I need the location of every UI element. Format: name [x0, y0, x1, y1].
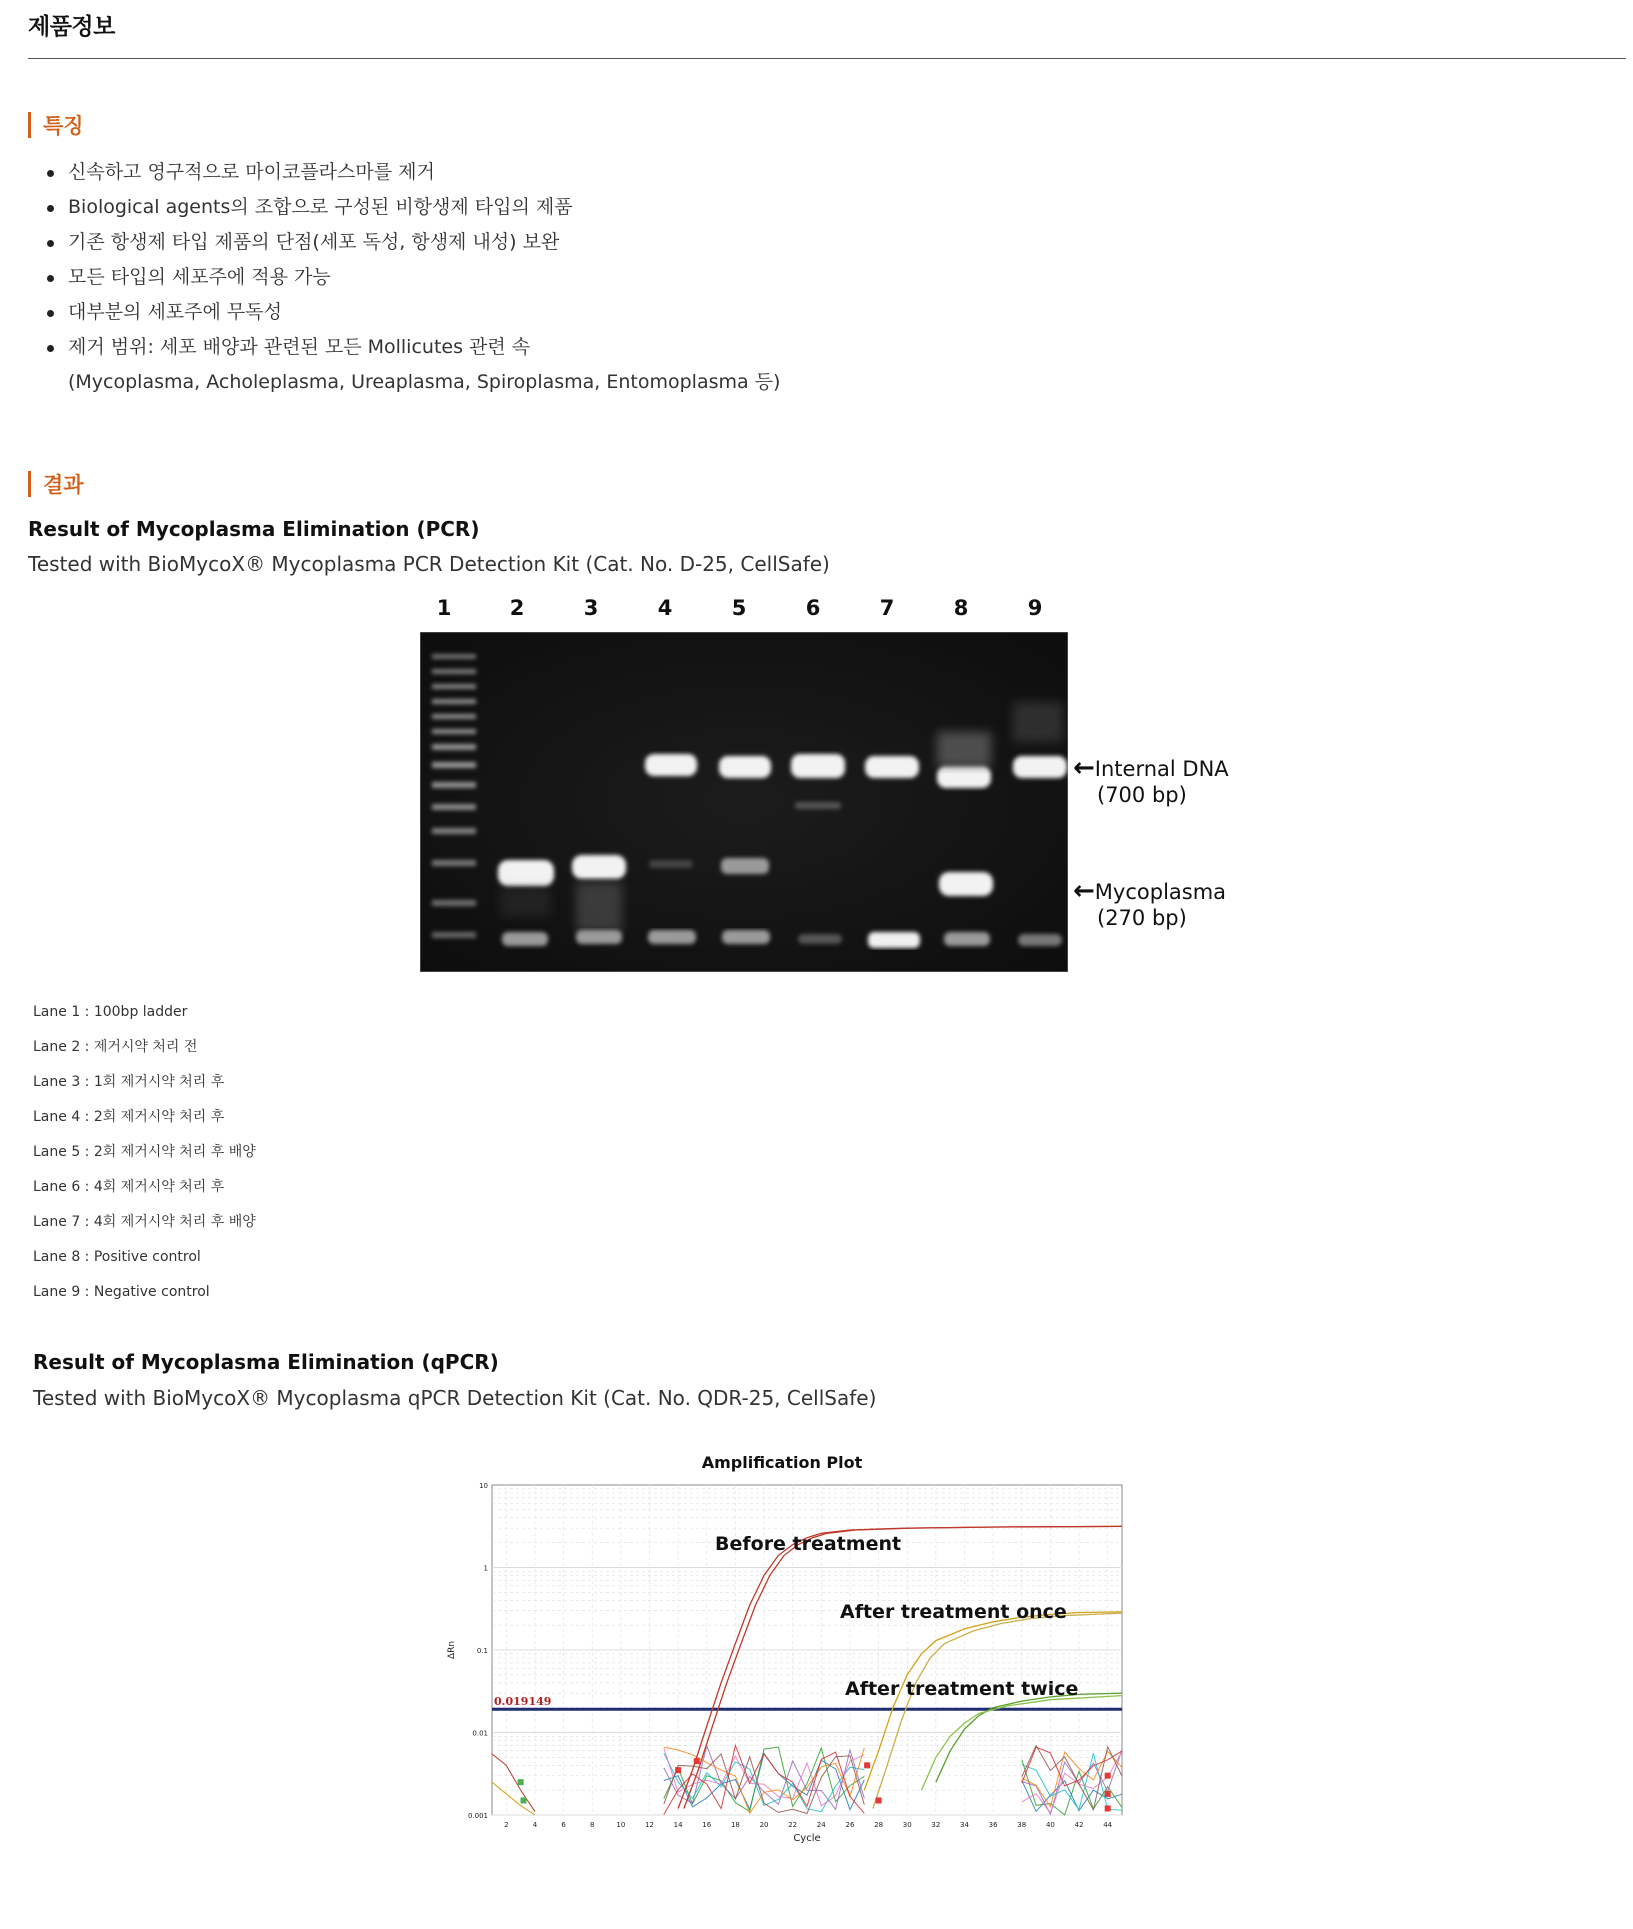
x-tick-label: 14: [673, 1821, 683, 1829]
lane-number: 4: [657, 596, 673, 620]
lane-legend-item: Lane 4 : 2회 제거시약 처리 후: [33, 1109, 225, 1125]
ct-marker: [694, 1758, 700, 1764]
feature-continuation: (Mycoplasma, Acholeplasma, Ureaplasma, Spiroplasma, Entomoplasma 등): [68, 371, 781, 393]
lane-legend-item: Lane 9 : Negative control: [33, 1284, 210, 1300]
ct-marker: [675, 1767, 681, 1773]
bullet-icon: [47, 310, 54, 317]
curve-annotation: After treatment once: [840, 1601, 1067, 1623]
lane-number: 7: [879, 596, 895, 620]
x-tick-label: 6: [561, 1821, 566, 1829]
qpcr-result-title: Result of Mycoplasma Elimination (qPCR): [33, 1350, 499, 1374]
ct-marker: [1105, 1805, 1111, 1811]
x-tick-label: 18: [730, 1821, 740, 1829]
y-tick-label: 0.01: [472, 1729, 488, 1738]
amplification-plot: [440, 1440, 1180, 1860]
ct-marker: [1105, 1791, 1111, 1797]
feature-text: 대부분의 세포주에 무독성: [68, 301, 282, 323]
ct-marker: [876, 1797, 882, 1803]
feature-text: 신속하고 영구적으로 마이코플라스마를 제거: [68, 161, 435, 183]
amplification-plot-svg: [440, 1440, 1180, 1860]
lane-legend-item: Lane 7 : 4회 제거시약 처리 후 배양: [33, 1214, 256, 1230]
x-tick-label: 36: [988, 1821, 998, 1829]
lane-number: 1: [436, 596, 452, 620]
pcr-gel-figure: [420, 596, 1270, 976]
x-tick-label: 8: [589, 1821, 595, 1829]
lane-number: 2: [509, 596, 525, 620]
features-heading: [28, 110, 84, 140]
lane-legend-item: Lane 3 : 1회 제거시약 처리 후: [33, 1074, 225, 1090]
arrow-left-icon: ←: [1073, 753, 1095, 783]
lane-number: 8: [953, 596, 969, 620]
bullet-icon: [47, 345, 54, 352]
x-tick-label: 26: [845, 1821, 855, 1829]
mycoplasma-text: Mycoplasma: [1094, 880, 1227, 904]
list-item: [44, 295, 780, 330]
lane-legend-item: Lane 5 : 2회 제거시약 처리 후 배양: [33, 1144, 256, 1160]
curve-annotation: After treatment twice: [845, 1678, 1079, 1700]
x-tick-label: 44: [1103, 1821, 1113, 1829]
bullet-icon: [47, 240, 54, 247]
internal-dna-size: (700 bp): [1097, 783, 1187, 807]
x-tick-label: 2: [504, 1821, 509, 1829]
x-tick-label: 4: [532, 1821, 538, 1829]
lane-legend: [33, 1002, 256, 1317]
ct-marker: [521, 1797, 527, 1803]
threshold-label: 0.019149: [494, 1695, 552, 1709]
y-tick-label: 10: [479, 1482, 488, 1490]
mycoplasma-size: (270 bp): [1097, 906, 1187, 930]
ct-marker: [518, 1779, 524, 1785]
list-item: [44, 225, 780, 260]
lane-number: 3: [583, 596, 599, 620]
features-list: [44, 155, 780, 400]
x-tick-label: 42: [1074, 1821, 1084, 1829]
arrow-left-icon: ←: [1073, 876, 1095, 906]
x-tick-label: 10: [616, 1821, 626, 1829]
features-heading-text: 특징: [43, 114, 84, 138]
x-tick-label: 40: [1045, 1821, 1055, 1829]
lane-legend-item: Lane 6 : 4회 제거시약 처리 후: [33, 1179, 225, 1195]
ct-marker: [1105, 1773, 1111, 1779]
list-item: [44, 330, 780, 365]
x-tick-label: 34: [960, 1821, 969, 1829]
bullet-icon: [47, 170, 54, 177]
lane-legend-item: Lane 2 : 제거시약 처리 전: [33, 1039, 198, 1055]
mycoplasma-label: [1073, 878, 1226, 931]
results-heading-text: 결과: [43, 473, 84, 497]
results-heading: [28, 469, 84, 499]
x-tick-label: 28: [874, 1821, 884, 1829]
qpcr-result-subtitle: Tested with BioMycoX® Mycoplasma qPCR Detection Kit (Cat. No. QDR-25, CellSafe): [33, 1386, 877, 1410]
gel-image: [420, 632, 1068, 972]
curve-annotation: Before treatment: [715, 1533, 902, 1555]
internal-dna-label: [1073, 755, 1229, 808]
lane-number: 6: [805, 596, 821, 620]
x-tick-label: 20: [759, 1821, 769, 1829]
heading-accent-bar: [28, 112, 31, 138]
bullet-icon: [47, 205, 54, 212]
pcr-result-title: Result of Mycoplasma Elimination (PCR): [28, 517, 480, 541]
ct-marker: [864, 1762, 870, 1768]
chart-title: Amplification Plot: [701, 1453, 863, 1472]
y-axis-label: ΔRn: [447, 1640, 457, 1660]
page-title: 제품정보: [28, 14, 115, 40]
internal-dna-text: Internal DNA: [1094, 757, 1229, 781]
y-tick-label: 1: [483, 1564, 488, 1573]
feature-text: Biological agents의 조합으로 구성된 비항생제 타입의 제품: [68, 196, 573, 218]
x-tick-label: 32: [931, 1821, 941, 1829]
title-divider: [28, 58, 1626, 59]
list-item: [44, 155, 780, 190]
list-item: [44, 190, 780, 225]
list-item: [44, 260, 780, 295]
x-tick-label: 22: [788, 1821, 798, 1829]
x-tick-label: 24: [816, 1821, 826, 1829]
lane-number: 9: [1027, 596, 1043, 620]
pcr-result-subtitle: Tested with BioMycoX® Mycoplasma PCR Detection Kit (Cat. No. D-25, CellSafe): [28, 552, 830, 576]
x-tick-label: 30: [902, 1821, 912, 1829]
feature-text: 모든 타입의 세포주에 적용 가능: [68, 266, 331, 288]
lane-number: 5: [731, 596, 747, 620]
heading-accent-bar: [28, 471, 31, 497]
x-axis-label: Cycle: [793, 1833, 821, 1844]
bullet-icon: [47, 275, 54, 282]
feature-text: 기존 항생제 타입 제품의 단점(세포 독성, 항생제 내성) 보완: [68, 231, 560, 253]
y-tick-label: 0.001: [467, 1812, 488, 1820]
x-tick-label: 16: [702, 1821, 712, 1829]
lane-legend-item: Lane 8 : Positive control: [33, 1249, 201, 1265]
x-tick-label: 12: [645, 1821, 654, 1829]
y-tick-label: 0.1: [476, 1647, 488, 1655]
lane-legend-item: Lane 1 : 100bp ladder: [33, 1004, 188, 1020]
feature-text: 제거 범위: 세포 배양과 관련된 모든 Mollicutes 관련 속: [68, 336, 531, 358]
x-tick-label: 38: [1017, 1821, 1027, 1829]
